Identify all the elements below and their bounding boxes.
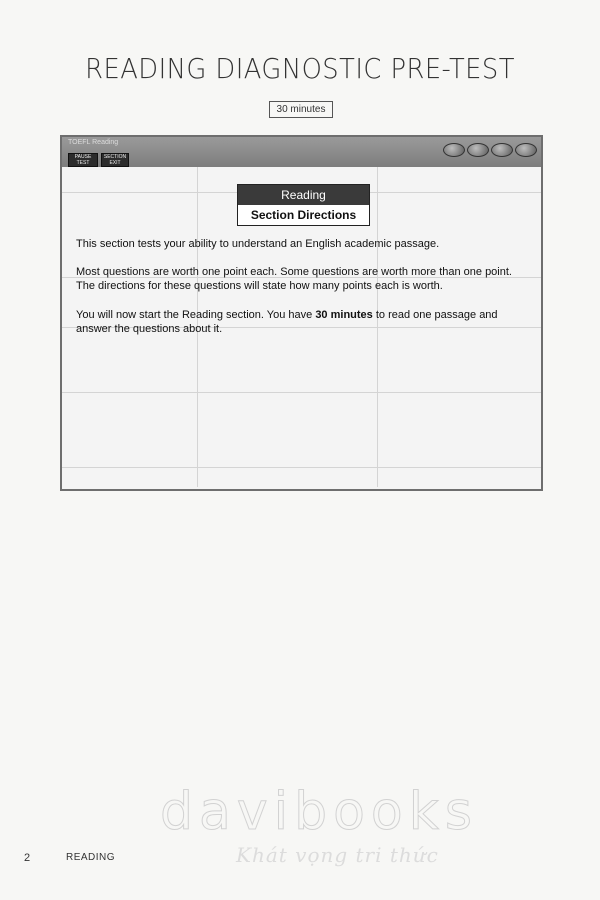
toolbar [62,137,541,167]
directions-paragraph-2: Most questions are worth one point each. Some questions are worth more than one point. The directions for these questions will state how many points each is worth. [76,266,512,292]
help-oval-button[interactable] [443,143,465,157]
pause-test-button[interactable] [68,153,98,167]
p3-text-before: You will now start the Reading section. You have [76,309,316,321]
directions-paragraph-1: This section tests your ability to understand an English academic passage. [76,238,440,250]
pause-label-line2: TEST [76,160,90,166]
toolbar-title: TOEFL Reading [68,139,119,146]
p3-time-emphasis: 30 minutes [315,309,373,321]
page-number: 2 [24,852,31,864]
section-exit-button[interactable] [101,153,129,167]
section-name: Reading [238,185,369,205]
watermark-tagline: Khát vọng tri thức [236,843,439,867]
pause-label-line1: PAUSE [74,154,92,160]
section-header [237,184,370,226]
directions-paragraph-3 [76,308,528,336]
exit-label-line1: SECTION [103,154,127,160]
back-oval-button[interactable] [491,143,513,157]
exit-label-line2: EXIT [109,160,121,166]
section-directions-title: Section Directions [250,208,357,222]
next-oval-button[interactable] [515,143,537,157]
page-title: READING DIAGNOSTIC PRE-TEST [85,52,515,85]
watermark-logo: davibooks [160,782,478,842]
p3-text-after: to read one passage and answer the questions about it. [76,309,498,335]
review-oval-button[interactable] [467,143,489,157]
test-screen [60,135,543,491]
footer-section-label: READING [66,852,116,863]
time-limit-badge: 30 minutes [269,101,333,118]
